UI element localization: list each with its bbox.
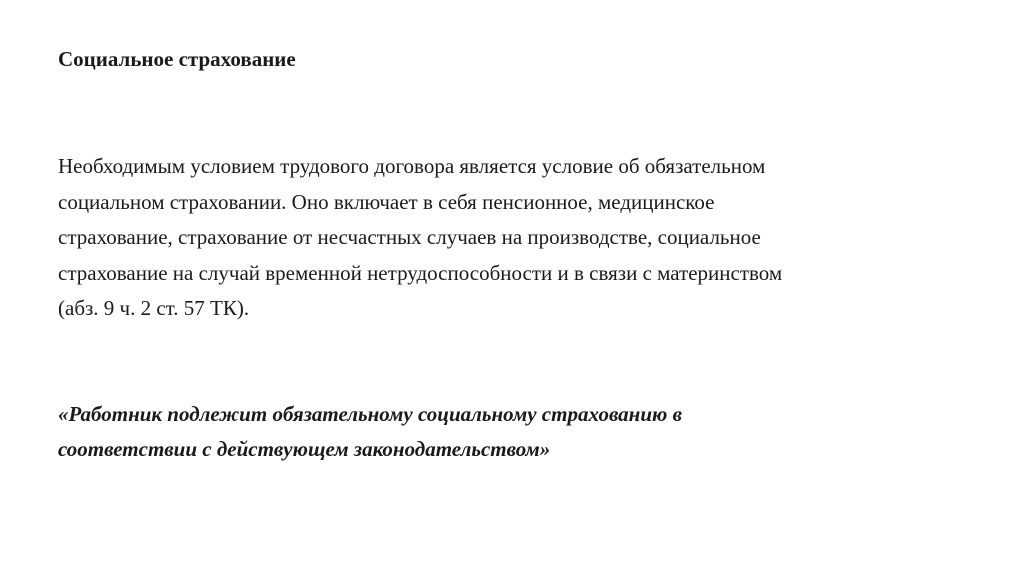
- paragraph-line: (абз. 9 ч. 2 ст. 57 ТК).: [58, 296, 250, 320]
- paragraph-line: Необходимым условием трудового договора является условие об обязательном: [58, 154, 766, 178]
- body-paragraph: [58, 149, 958, 327]
- quote-text: [58, 397, 958, 467]
- quote-line: соответствии с действующем законодательством»: [58, 437, 551, 461]
- slide-heading: Социальное страхование: [58, 47, 296, 71]
- paragraph-line: страхование, страхование от несчастных случаев на производстве, социальное: [58, 225, 761, 249]
- paragraph-line: страхование на случай временной нетрудоспособности и в связи с материнством: [58, 260, 783, 285]
- quote-line: «Работник подлежит обязательному социальному страхованию в: [58, 402, 682, 426]
- paragraph-line: социальном страховании. Оно включает в себя пенсионное, медицинское: [58, 189, 715, 214]
